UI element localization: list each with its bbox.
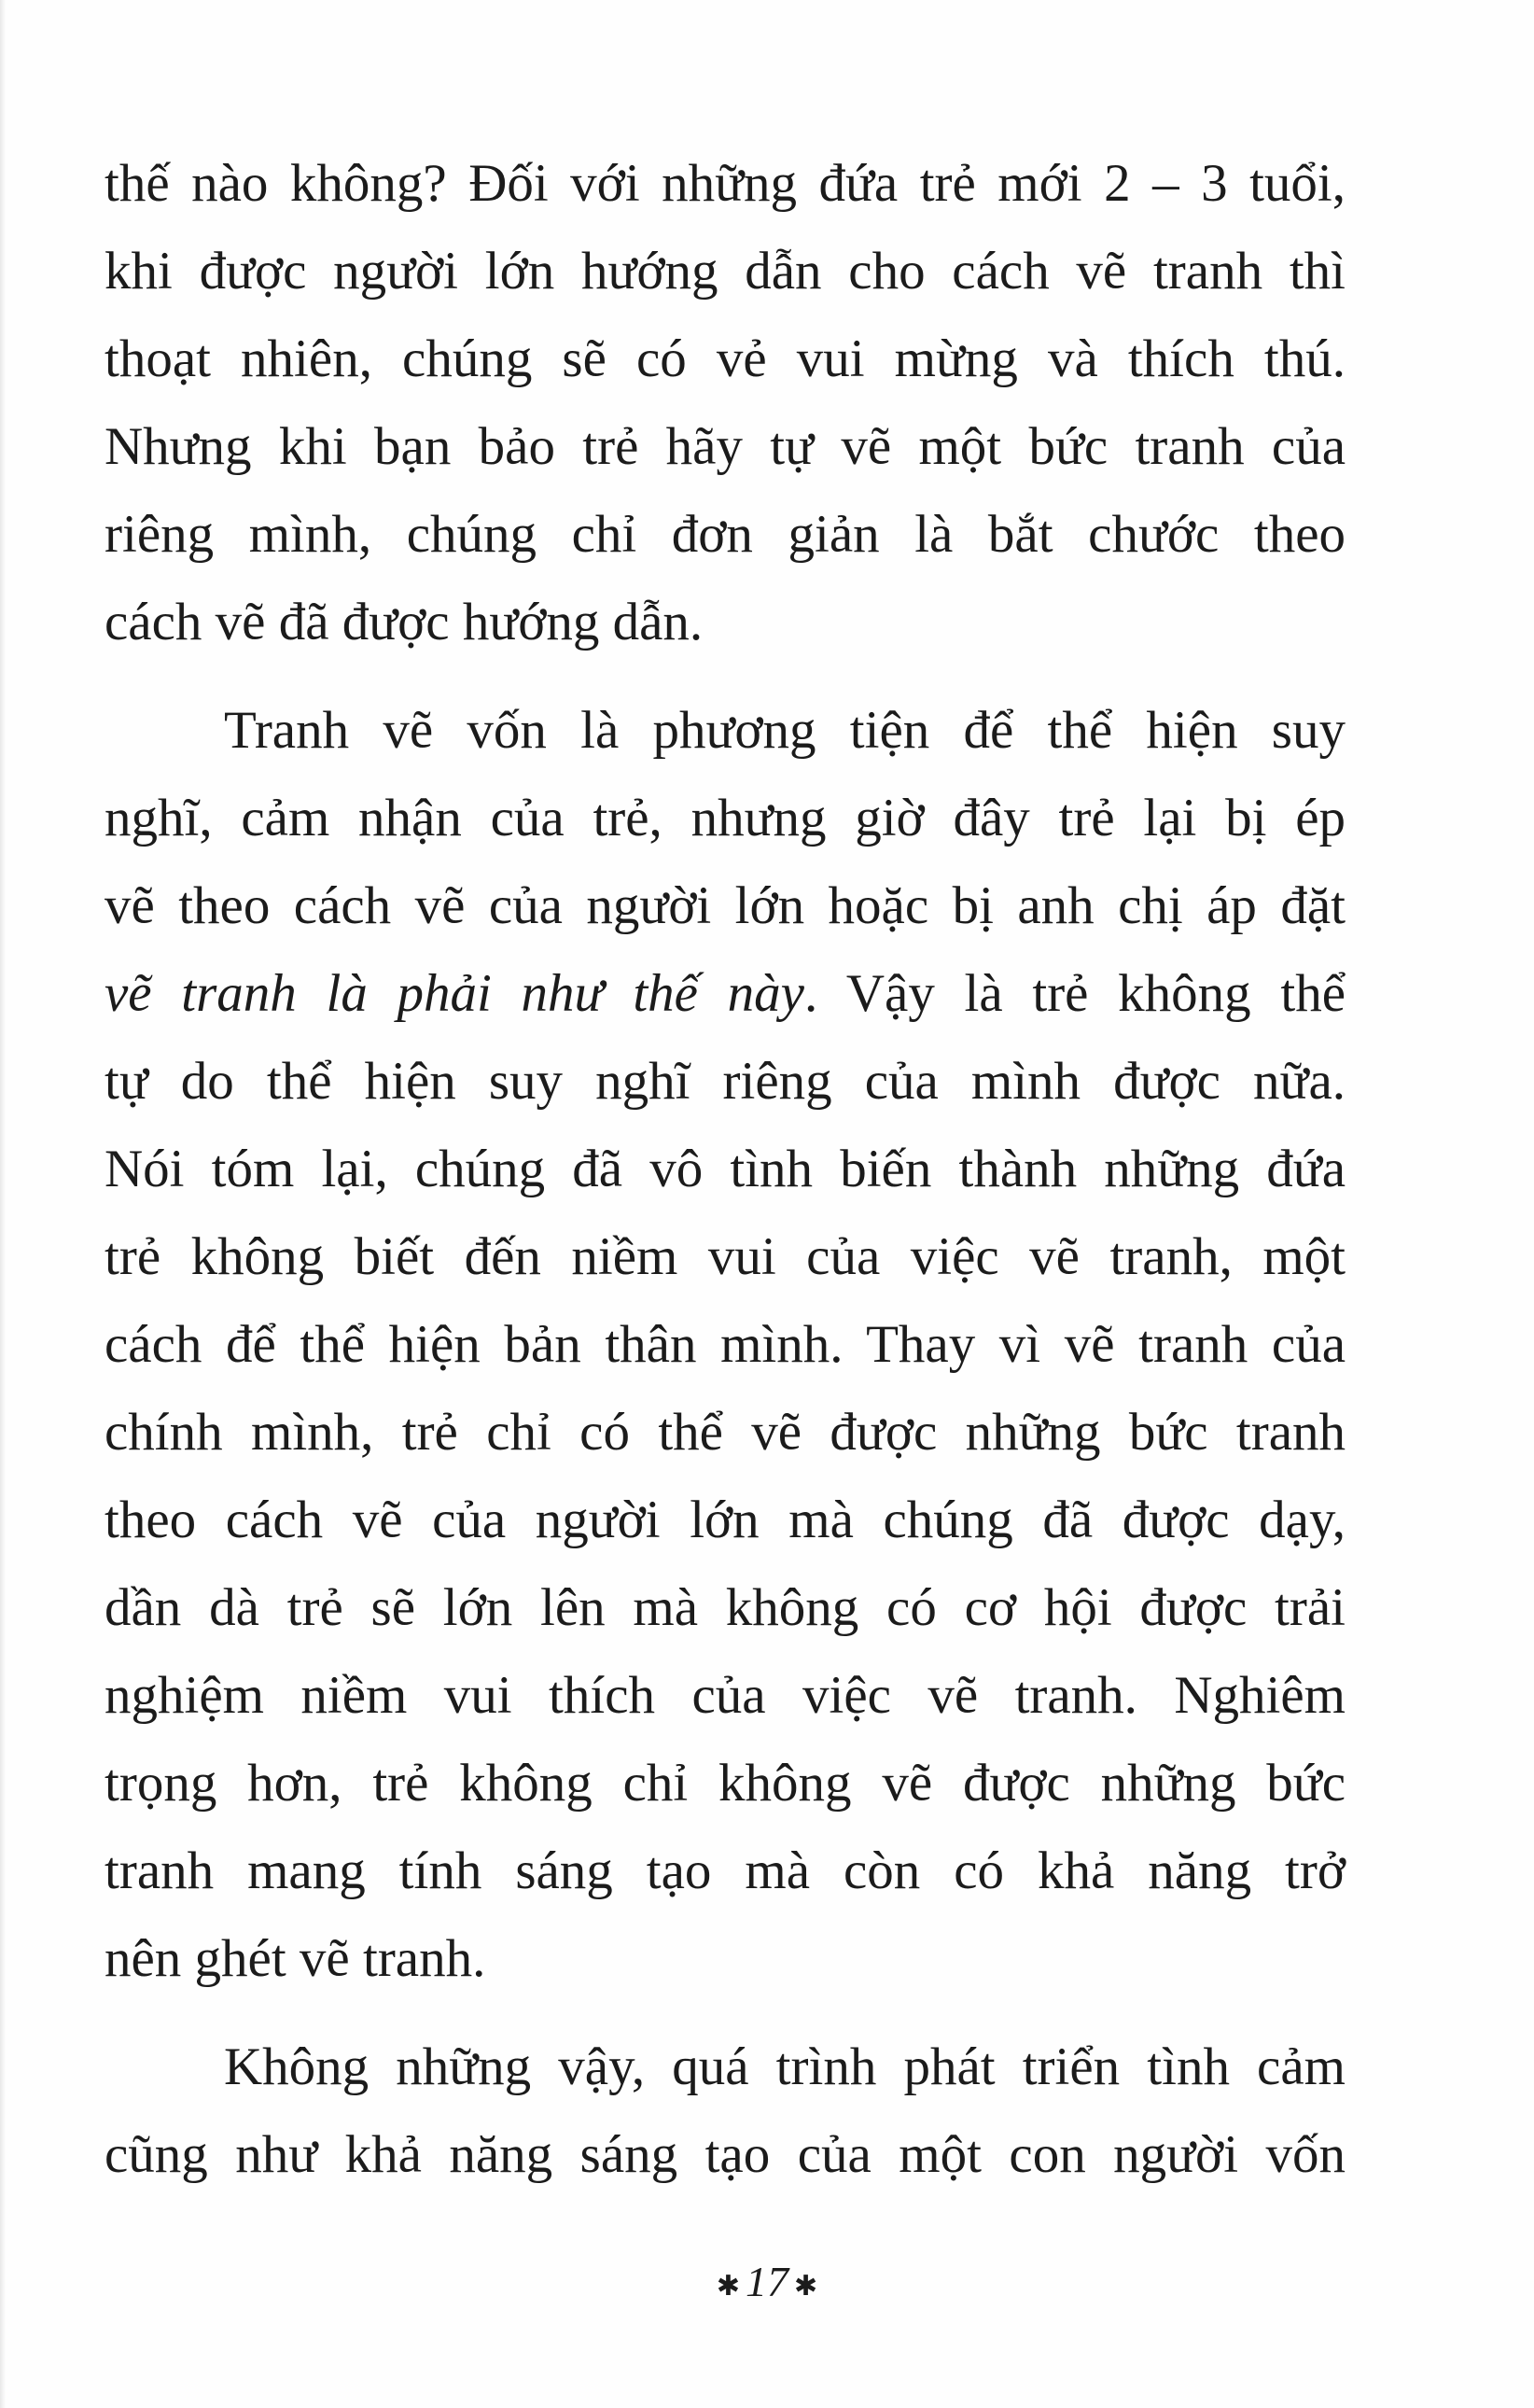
page-edge-shadow [0,0,6,2408]
text-line: tranh mang tính sáng tạo mà còn có khả năng trở [105,1841,1346,1900]
text-line: trẻ không biết đến niềm vui của việc vẽ tranh, một [105,1227,1346,1286]
page-footer [0,2257,1534,2306]
text-line: nên ghét vẽ tranh. [105,1929,486,1988]
text-line-with-italic [105,950,1346,1038]
text-line: vẽ theo cách vẽ của người lớn hoặc bị anh chị áp đặt [105,876,1346,935]
page-number: 17 [746,2258,788,2305]
text-line: thoạt nhiên, chúng sẽ có vẻ vui mừng và thích thú. [105,329,1346,388]
body-text [105,140,1346,2199]
text-line: Nhưng khi bạn bảo trẻ hãy tự vẽ một bức tranh của [105,417,1346,476]
italic-phrase: vẽ tranh là phải như thế này [105,964,804,1023]
ornament-star-icon: ✱ [716,2270,740,2302]
text-line: Tranh vẽ vốn là phương tiện để thể hiện suy [224,701,1346,760]
ornament-star-icon: ✱ [794,2270,818,2302]
text-line: nghĩ, cảm nhận của trẻ, nhưng giờ đây trẻ lại bị ép [105,789,1346,847]
text-line: Nói tóm lại, chúng đã vô tình biến thành những đứa [105,1140,1346,1198]
text-line: trọng hơn, trẻ không chỉ không vẽ được những bức [105,1754,1346,1813]
text-line: cách vẽ đã được hướng dẫn. [105,593,704,651]
text-line: theo cách vẽ của người lớn mà chúng đã được dạy, [105,1491,1346,1549]
text-line: tự do thể hiện suy nghĩ riêng của mình được nữa. [105,1052,1346,1111]
text-line: khi được người lớn hướng dẫn cho cách vẽ tranh thì [105,242,1346,301]
text-line: dần dà trẻ sẽ lớn lên mà không có cơ hội được trải [105,1578,1346,1637]
text-line: riêng mình, chúng chỉ đơn giản là bắt chước theo [105,505,1346,564]
text-line: thế nào không? Đối với những đứa trẻ mới 2 – 3 tuổi, [105,154,1346,213]
line-rest: . Vậy là trẻ không thể [803,964,1346,1023]
text-line: cũng như khả năng sáng tạo của một con người vốn [105,2125,1346,2184]
text-line: chính mình, trẻ chỉ có thể vẽ được những bức tranh [105,1403,1346,1462]
text-line: nghiệm niềm vui thích của việc vẽ tranh. Nghiêm [105,1666,1346,1725]
text-line: Không những vậy, quá trình phát triển tình cảm [224,2037,1346,2096]
text-line: cách để thể hiện bản thân mình. Thay vì vẽ tranh của [105,1315,1346,1374]
